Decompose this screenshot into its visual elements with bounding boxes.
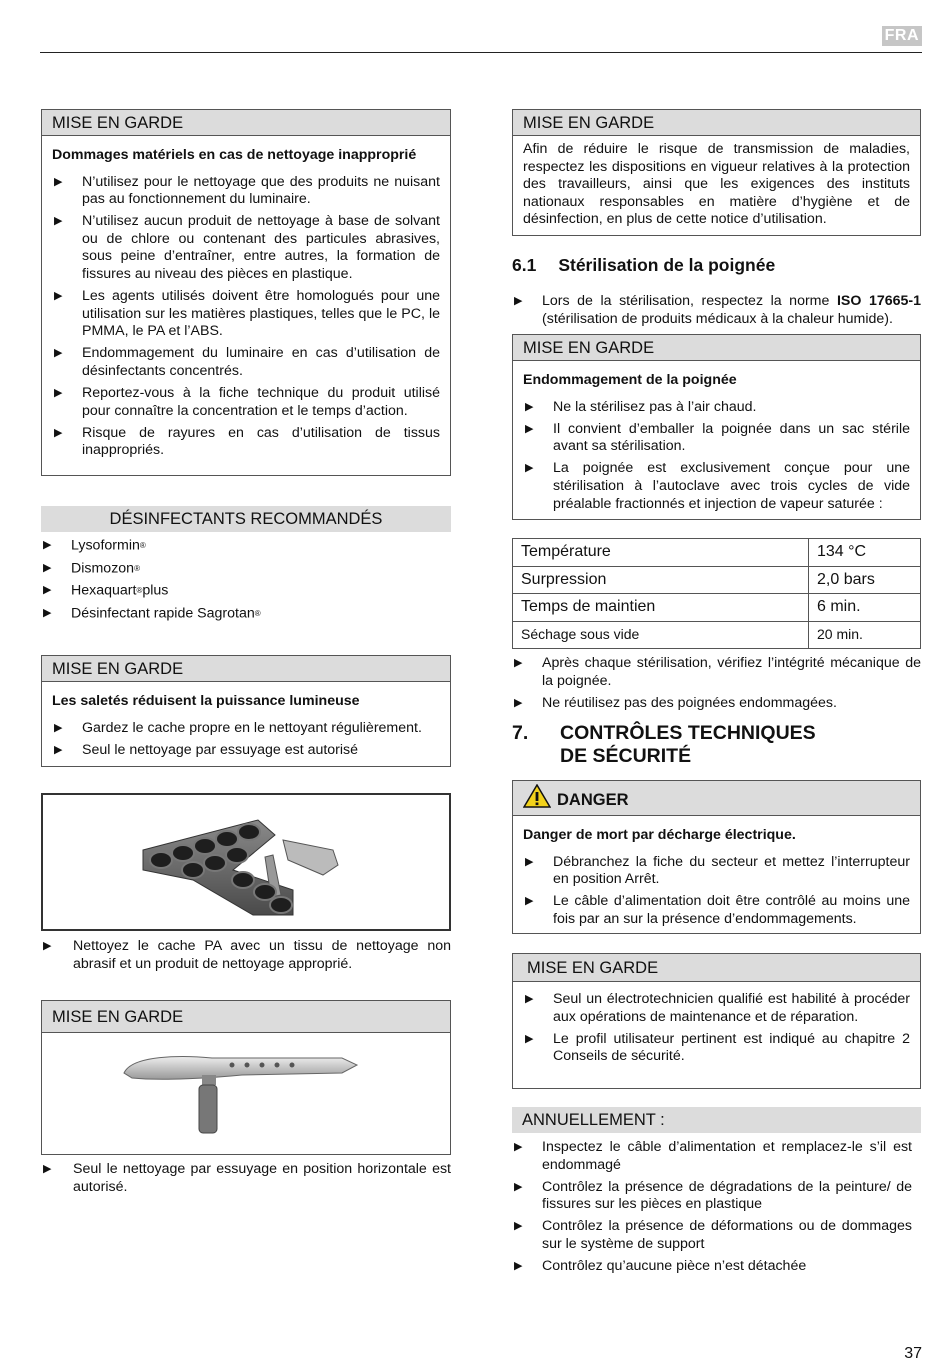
list-item: ▶ Inspectez le câble d’alimentation et remplacez-le s’il est endommagé bbox=[512, 1139, 912, 1174]
registered-mark: ® bbox=[139, 541, 146, 550]
warning-box-text: Afin de réduire le risque de transmission de maladies, respectez les dispositions en vigueur relatives à la protection des travailleurs, ainsi que les exigences des instituts nationaux responsables en matière d’hygiène et de désinfection, en plus de cette notice d’utilisation. bbox=[523, 141, 910, 228]
section-title: Stérilisation de la poignée bbox=[558, 255, 776, 275]
table-row bbox=[513, 594, 921, 622]
disinfectants-list bbox=[41, 537, 451, 628]
table-cell-label: Température bbox=[513, 539, 809, 567]
warning-box-title: MISE EN GARDE bbox=[513, 110, 920, 136]
list-item: ▶ Contrôlez la présence de déformations ou de dommages sur le système de support bbox=[512, 1218, 912, 1253]
warning-box-handle-image bbox=[41, 1000, 451, 1155]
list-item: ▶ Endommagement du luminaire en cas d’utilisation de désinfectants concentrés. bbox=[52, 345, 440, 380]
section-title-line1: CONTRÔLES TECHNIQUES bbox=[560, 722, 816, 744]
table-row bbox=[513, 566, 921, 594]
list-item: ▶ Il convient d’emballer la poignée dans un sac stérile avant sa stérilisation. bbox=[523, 421, 910, 456]
list-item: ▶ Débranchez la fiche du secteur et mettez l’interrupteur en position Arrêt. bbox=[523, 854, 910, 889]
list-item: ▶ Le câble d’alimentation doit être contrôlé au moins une fois par an sur la présence d’endommagements. bbox=[523, 893, 910, 928]
section-title-line2: DE SÉCURITÉ bbox=[560, 745, 692, 767]
text: Lors de la stérilisation, respectez la norme bbox=[542, 293, 837, 309]
luminaire-illustration bbox=[41, 793, 451, 931]
list-item: ▶ Seul un électrotechnicien qualifié est habilité à procéder aux opérations de maintenance et de réparation. bbox=[523, 991, 910, 1026]
warning-box-dirt bbox=[41, 655, 451, 767]
list-item bbox=[41, 560, 451, 578]
table-cell-value: 134 °C bbox=[809, 539, 921, 567]
annual-list bbox=[512, 1139, 912, 1280]
section-number: 6.1 bbox=[512, 255, 537, 275]
table-cell-label: Temps de maintien bbox=[513, 594, 809, 622]
warning-box-maintenance bbox=[512, 953, 921, 1089]
table-cell-value: 20 min. bbox=[809, 621, 921, 649]
list-item: ▶ N’utilisez pour le nettoyage que des produits ne nuisant pas au fonctionnement du luminaire. bbox=[52, 174, 440, 209]
cleaning-instruction-list bbox=[41, 1161, 451, 1201]
annual-heading: ANNUELLEMENT : bbox=[512, 1107, 921, 1133]
list-item: ▶ Le profil utilisateur pertinent est indiqué au chapitre 2 Conseils de sécurité. bbox=[523, 1031, 910, 1066]
sterilisation-table bbox=[512, 538, 921, 649]
warning-box-title: MISE EN GARDE bbox=[42, 1001, 450, 1033]
danger-box-header bbox=[513, 781, 920, 816]
warning-box-cleaning bbox=[41, 109, 451, 476]
warning-box-subtitle: Endommagement de la poignée bbox=[523, 372, 737, 388]
warning-triangle-icon bbox=[523, 784, 551, 822]
cleaning-instruction-list bbox=[41, 938, 451, 978]
list-item: ▶ Gardez le cache propre en le nettoyant régulièrement. bbox=[52, 720, 440, 738]
list-item: ▶ Reportez-vous à la fiche technique du produit utilisé pour connaître la concentration et le temps d’action. bbox=[52, 385, 440, 420]
warning-list bbox=[523, 399, 910, 514]
danger-box bbox=[512, 780, 921, 934]
registered-mark: ® bbox=[134, 563, 140, 573]
registered-mark: ® bbox=[136, 586, 143, 596]
warning-list bbox=[52, 174, 440, 460]
after-sterilisation-list bbox=[512, 655, 921, 717]
list-item: ▶ Ne la stérilisez pas à l’air chaud. bbox=[523, 399, 910, 417]
disinfectant-name: Lysoformin bbox=[71, 537, 140, 554]
list-item bbox=[41, 537, 451, 555]
danger-subtitle: Danger de mort par décharge électrique. bbox=[523, 827, 796, 843]
list-item: ▶ Nettoyez le cache PA avec un tissu de nettoyage non abrasif et un produit de nettoyage approprié. bbox=[41, 938, 451, 973]
registered-mark: ® bbox=[254, 608, 261, 618]
text: (stérilisation de produits médicaux à la chaleur humide). bbox=[542, 310, 893, 327]
table-row bbox=[513, 621, 921, 649]
table-cell-label: Surpression bbox=[513, 566, 809, 594]
list-item: ▶ N’utilisez aucun produit de nettoyage à base de solvant ou de chlore ou contenant des particules abrasives, sous peine d’entraîner, entre autres, la formation de fissures au niveau des pièces en plastique. bbox=[52, 213, 440, 283]
disinfectant-name: Hexaquart bbox=[71, 582, 137, 599]
section-6-1-heading bbox=[512, 257, 775, 275]
danger-list bbox=[523, 854, 910, 929]
list-item: ▶ Seul le nettoyage par essuyage est autorisé bbox=[52, 742, 440, 760]
table-cell-value: 6 min. bbox=[809, 594, 921, 622]
list-item: ▶ Seul le nettoyage par essuyage en position horizontale est autorisé. bbox=[41, 1161, 451, 1196]
disinfectant-name: Dismozon bbox=[71, 560, 135, 577]
list-item: ▶ Contrôlez la présence de dégradations de la peinture/ de fissures sur les pièces en plastique bbox=[512, 1179, 912, 1214]
disinfectants-heading: DÉSINFECTANTS RECOMMANDÉS bbox=[41, 506, 451, 532]
warning-box-title: MISE EN GARDE bbox=[42, 110, 450, 136]
section-number: 7. bbox=[512, 722, 529, 744]
warning-box-title: MISE EN GARDE bbox=[513, 335, 920, 361]
list-item bbox=[41, 582, 451, 600]
table-row bbox=[513, 539, 921, 567]
sterilisation-list bbox=[512, 293, 921, 333]
warning-box-subtitle: Les saletés réduisent la puissance lumineuse bbox=[52, 693, 360, 709]
list-item: ▶ Risque de rayures en cas d’utilisation de tissus inappropriés. bbox=[52, 425, 440, 460]
warning-box-title: MISE EN GARDE bbox=[513, 954, 920, 982]
page-number: 37 bbox=[904, 1345, 922, 1363]
list-item: ▶ Après chaque stérilisation, vérifiez l’intégrité mécanique de la poignée. bbox=[512, 655, 921, 690]
handle-image bbox=[42, 1033, 448, 1148]
warning-box-handle bbox=[512, 334, 921, 520]
standard-reference: ISO 17665-1 bbox=[836, 293, 922, 309]
list-item bbox=[512, 293, 921, 328]
section-7-heading bbox=[512, 722, 816, 768]
warning-list bbox=[52, 720, 440, 760]
warning-box-hygiene bbox=[512, 109, 921, 236]
list-item: ▶ Contrôlez qu’aucune pièce n’est détachée bbox=[512, 1258, 912, 1276]
table-cell-label: Séchage sous vide bbox=[513, 621, 809, 649]
warning-list bbox=[523, 991, 910, 1066]
luminaire-image bbox=[43, 795, 449, 929]
list-item bbox=[41, 605, 451, 623]
header-rule bbox=[40, 52, 922, 53]
disinfectant-name: Désinfectant rapide Sagrotan bbox=[71, 605, 255, 622]
warning-box-title: MISE EN GARDE bbox=[42, 656, 450, 682]
language-badge: FRA bbox=[882, 26, 922, 46]
disinfectant-suffix: plus bbox=[142, 582, 169, 599]
list-item: ▶ La poignée est exclusivement conçue pour une stérilisation à l’autoclave avec trois cycles de vide préalable fractionnés et injection de vapeur saturée : bbox=[523, 460, 910, 513]
list-item: ▶ Les agents utilisés doivent être homologués pour une utilisation sur les matières plastiques, telles que le PC, le PMMA, le PA et l’ABS. bbox=[52, 288, 440, 341]
warning-box-subtitle: Dommages matériels en cas de nettoyage inapproprié bbox=[52, 147, 417, 163]
list-item: ▶ Ne réutilisez pas des poignées endommagées. bbox=[512, 695, 921, 713]
table-cell-value: 2,0 bars bbox=[809, 566, 921, 594]
danger-title: DANGER bbox=[557, 791, 629, 809]
